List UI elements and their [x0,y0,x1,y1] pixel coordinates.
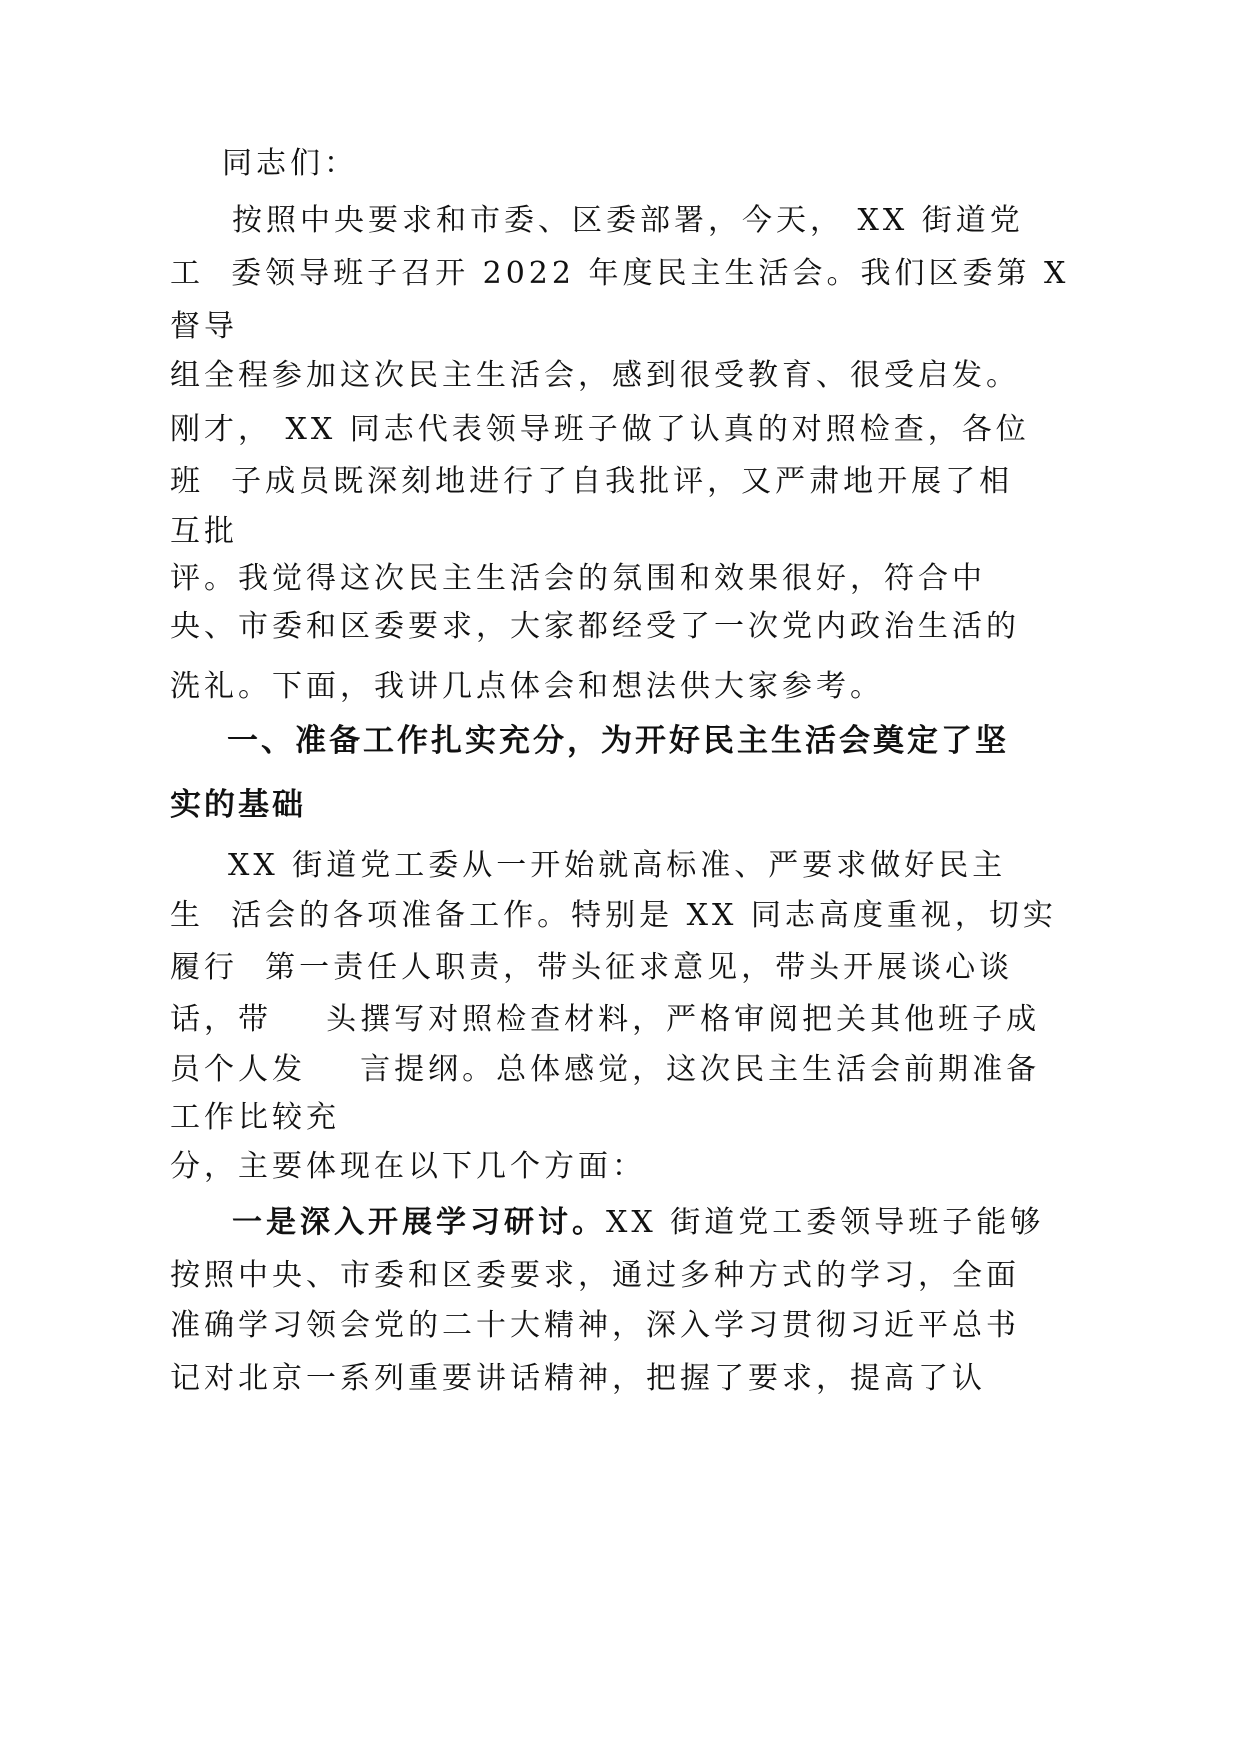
paragraph-lead: 一是深入开展学习研讨。 [232,1205,606,1240]
paragraph-line: 履行 第一责任人职责，带头征求意见，带头开展谈心谈 [170,950,1014,985]
paragraph-lead-rest: XX 街道党工委领导班子能够 [606,1205,1045,1240]
paragraph-line: 准确学习领会党的二十大精神，深入学习贯彻习近平总书 [170,1308,1020,1343]
paragraph-line: 分，主要体现在以下几个方面： [170,1149,646,1184]
paragraph-line: 话，带 头撰写对照检查材料，严格审阅把关其他班子成 [170,1002,1041,1037]
greeting: 同志们： [222,146,358,181]
section-heading-line: 一、准备工作扎实充分，为开好民主生活会奠定了坚 [227,723,1009,759]
paragraph-line: 互批 [170,514,238,549]
paragraph-line: XX 街道党工委从一开始就高标准、严要求做好民主 [228,848,1007,883]
paragraph-line: 刚才， XX 同志代表领导班子做了认真的对照检查，各位 [170,412,1030,447]
paragraph-line: 组全程参加这次民主生活会，感到很受教育、很受启发。 [170,358,1020,393]
paragraph-line: 记对北京一系列重要讲话精神，把握了要求，提高了认 [170,1361,986,1396]
paragraph-line: 洗礼。下面，我讲几点体会和想法供大家参考。 [170,669,884,704]
paragraph-line: 生 活会的各项准备工作。特别是 XX 同志高度重视，切实 [170,898,1057,933]
paragraph-line: 按照中央、市委和区委要求，通过多种方式的学习，全面 [170,1258,1020,1293]
paragraph-line: 央、市委和区委要求，大家都经受了一次党内政治生活的 [170,609,1020,644]
paragraph-line: 督导 [170,309,238,344]
section-heading-line: 实的基础 [170,787,306,823]
paragraph-line: 工 委领导班子召开 2022 年度民主生活会。我们区委第 X [170,256,1070,291]
paragraph-line: 班 子成员既深刻地进行了自我批评，又严肃地开展了相 [170,464,1014,499]
paragraph-line: 按照中央要求和市委、区委部署，今天， XX 街道党 [232,203,1024,238]
paragraph-line [232,1203,1044,1243]
paragraph-line: 工作比较充 [170,1100,340,1135]
paragraph-line: 员个人发 言提纲。总体感觉，这次民主生活会前期准备 [170,1052,1041,1087]
paragraph-line: 评。我觉得这次民主生活会的氛围和效果很好，符合中 [170,561,986,596]
